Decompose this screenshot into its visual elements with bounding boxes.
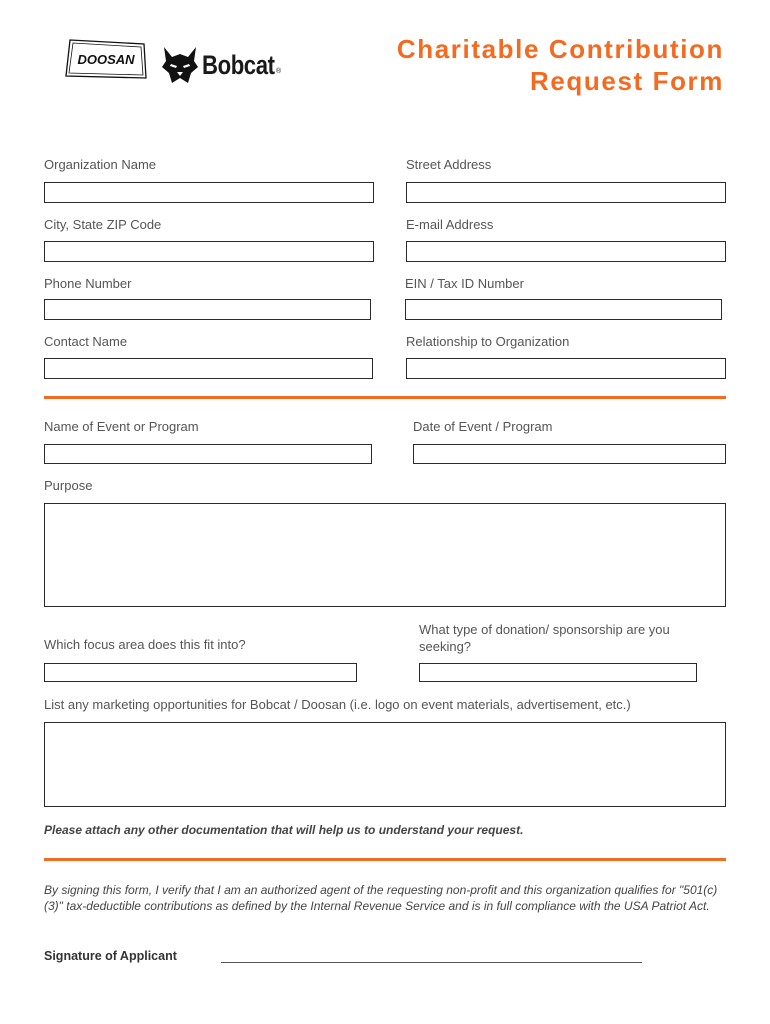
signature-label: Signature of Applicant	[44, 949, 177, 963]
ein-tax-id-label: EIN / Tax ID Number	[405, 276, 524, 291]
doosan-logo-text: DOOSAN	[77, 52, 135, 67]
marketing-textarea[interactable]	[44, 722, 726, 807]
street-address-field[interactable]	[406, 182, 726, 203]
ein-tax-id-field[interactable]	[405, 299, 722, 320]
organization-name-label: Organization Name	[44, 157, 156, 172]
marketing-label: List any marketing opportunities for Bobcat / Doosan (i.e. logo on event materials, advertisement, etc.)	[44, 697, 631, 712]
city-state-zip-label: City, State ZIP Code	[44, 217, 162, 232]
contact-name-field[interactable]	[44, 358, 373, 379]
street-address-label: Street Address	[406, 157, 492, 172]
organization-name-field[interactable]	[44, 182, 374, 203]
logo-area	[64, 38, 294, 88]
doosan-logo	[64, 38, 150, 82]
phone-number-field[interactable]	[44, 299, 371, 320]
signature-line[interactable]	[221, 962, 642, 963]
phone-number-label: Phone Number	[44, 276, 132, 291]
registered-mark: ®	[276, 68, 282, 75]
bobcat-wordmark: Bobcat	[202, 50, 275, 80]
form-title	[397, 33, 724, 97]
title-line-2: Request Form	[529, 66, 724, 96]
purpose-textarea[interactable]	[44, 503, 726, 607]
city-state-zip-field[interactable]	[44, 241, 374, 262]
attach-note: Please attach any other documentation that will help us to understand your request.	[44, 823, 524, 837]
relationship-label: Relationship to Organization	[406, 334, 570, 349]
relationship-field[interactable]	[406, 358, 726, 379]
event-name-field[interactable]	[44, 444, 372, 464]
event-date-field[interactable]	[413, 444, 726, 464]
email-address-field[interactable]	[406, 241, 726, 262]
legal-statement: By signing this form, I verify that I am an authorized agent of the requesting non-profit and this organization qualifies for "501(c)(3)" tax-deductible contributions as defined by the Internal Revenue Service and is in full compliance with the USA Patriot Act.	[44, 883, 718, 913]
focus-area-field[interactable]	[44, 663, 357, 682]
section-divider-top	[44, 396, 726, 399]
focus-area-label: Which focus area does this fit into?	[44, 637, 246, 652]
purpose-label: Purpose	[44, 478, 93, 493]
donation-type-label-line-2: seeking?	[419, 639, 472, 654]
title-line-1: Charitable Contribution	[396, 34, 724, 64]
donation-type-label-line-1: What type of donation/ sponsorship are you	[419, 622, 670, 637]
donation-type-field[interactable]	[419, 663, 697, 682]
event-date-label: Date of Event / Program	[413, 419, 553, 434]
bobcat-head-icon	[161, 45, 199, 85]
event-name-label: Name of Event or Program	[44, 419, 199, 434]
contact-name-label: Contact Name	[44, 334, 128, 349]
email-address-label: E-mail Address	[406, 217, 494, 232]
section-divider-bottom	[44, 858, 726, 861]
donation-type-label	[419, 621, 670, 655]
